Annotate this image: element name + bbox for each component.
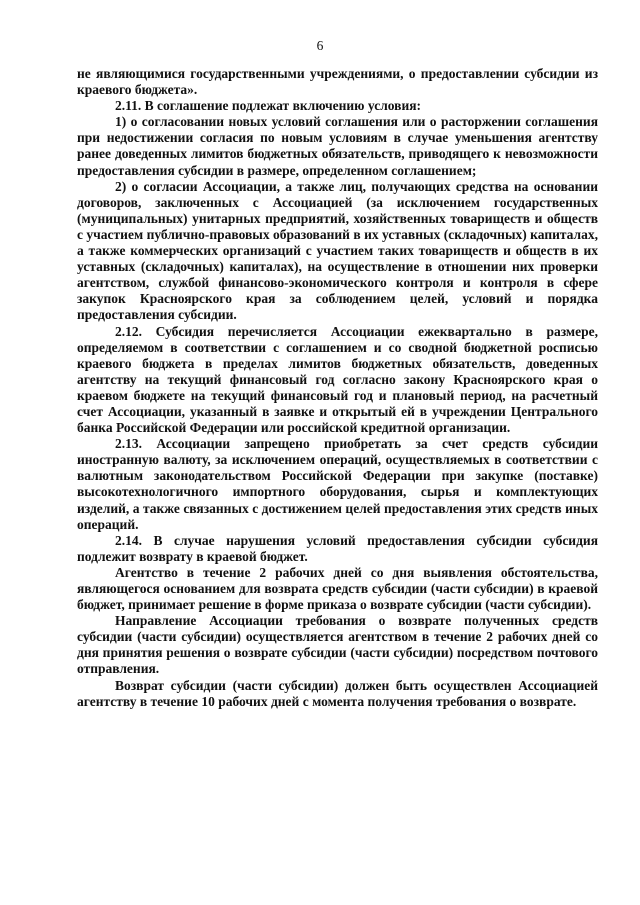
- document-body: [77, 66, 598, 710]
- paragraph-2-11-item-2: 2) о согласии Ассоциации, а также лиц, получающих средства на основании договоров, заключенных с Ассоциацией (за исключением государственных (муниципальных) унитарных предприятий, хозяйственных товариществ и обществ с участием публично-правовых образований в их уставных (складочных) капиталах, а также коммерческих организаций с участием таких товариществ и обществ в их уставных (складочных) капиталах), на осуществление в отношении них проверки агентством, службой финансово-экономического контроля и контроля в сфере закупок Красноярского края за соблюдением целей, условий и порядка предоставления субсидии.: [77, 178, 598, 323]
- paragraph-2-11: 2.11. В соглашение подлежат включению условия:: [115, 98, 422, 114]
- paragraph-2-13: 2.13. Ассоциации запрещено приобретать за счет средств субсидии иностранную валюту, за исключением операций, осуществляемых в соответствии с валютным законодательством Российской Федерации при закупке (поставке) высокотехнологичного импортного оборудования, сырья и комплектующих изделий, а также связанных с достижением целей предоставления этих средств иных операций.: [77, 436, 598, 532]
- paragraph-2-11-item-1: 1) о согласовании новых условий соглашения или о расторжении соглашения при недостижении согласия по новым условиям в случае уменьшения агентству ранее доведенных лимитов бюджетных обязательств, приводящего к невозможности предоставления субсидии в размере, определенном соглашением;: [77, 114, 598, 178]
- paragraph-2-12: 2.12. Субсидия перечисляется Ассоциации ежеквартально в размере, определяемом в соответствии с соглашением и со сводной бюджетной росписью краевого бюджета в пределах лимитов бюджетных обязательств, доведенных агентству на текущий финансовый год согласно закону Красноярского края о краевом бюджете на текущий финансовый год и плановый период, на расчетный счет Ассоциации, указанный в заявке и открытый ей в учреждении Центрального банка Российской Федерации или российской кредитной организации.: [77, 323, 598, 436]
- page-number: 6: [316, 38, 324, 53]
- paragraph-continuation: не являющимися государственными учреждениями, о предоставлении субсидии из краевого бюджета».: [77, 66, 598, 98]
- paragraph-return-deadline: Возврат субсидии (части субсидии) должен быть осуществлен Ассоциацией агентству в течение 10 рабочих дней с момента получения требования о возврате.: [77, 677, 598, 709]
- paragraph-2-14: 2.14. В случае нарушения условий предоставления субсидии субсидия подлежит возврату в краевой бюджет.: [77, 532, 598, 564]
- paragraph-return-notice: Направление Ассоциации требования о возврате полученных средств субсидии (части субсидии) осуществляется агентством в течение 2 рабочих дней со дня принятия решения о возврате субсидии (части субсидии) посредством почтового отправления.: [77, 613, 598, 677]
- paragraph-agency-decision: Агентство в течение 2 рабочих дней со дня выявления обстоятельства, являющегося основанием для возврата средств субсидии (части субсидии) в краевой бюджет, принимает решение в форме приказа о возврате субсидии (части субсидии).: [77, 564, 598, 613]
